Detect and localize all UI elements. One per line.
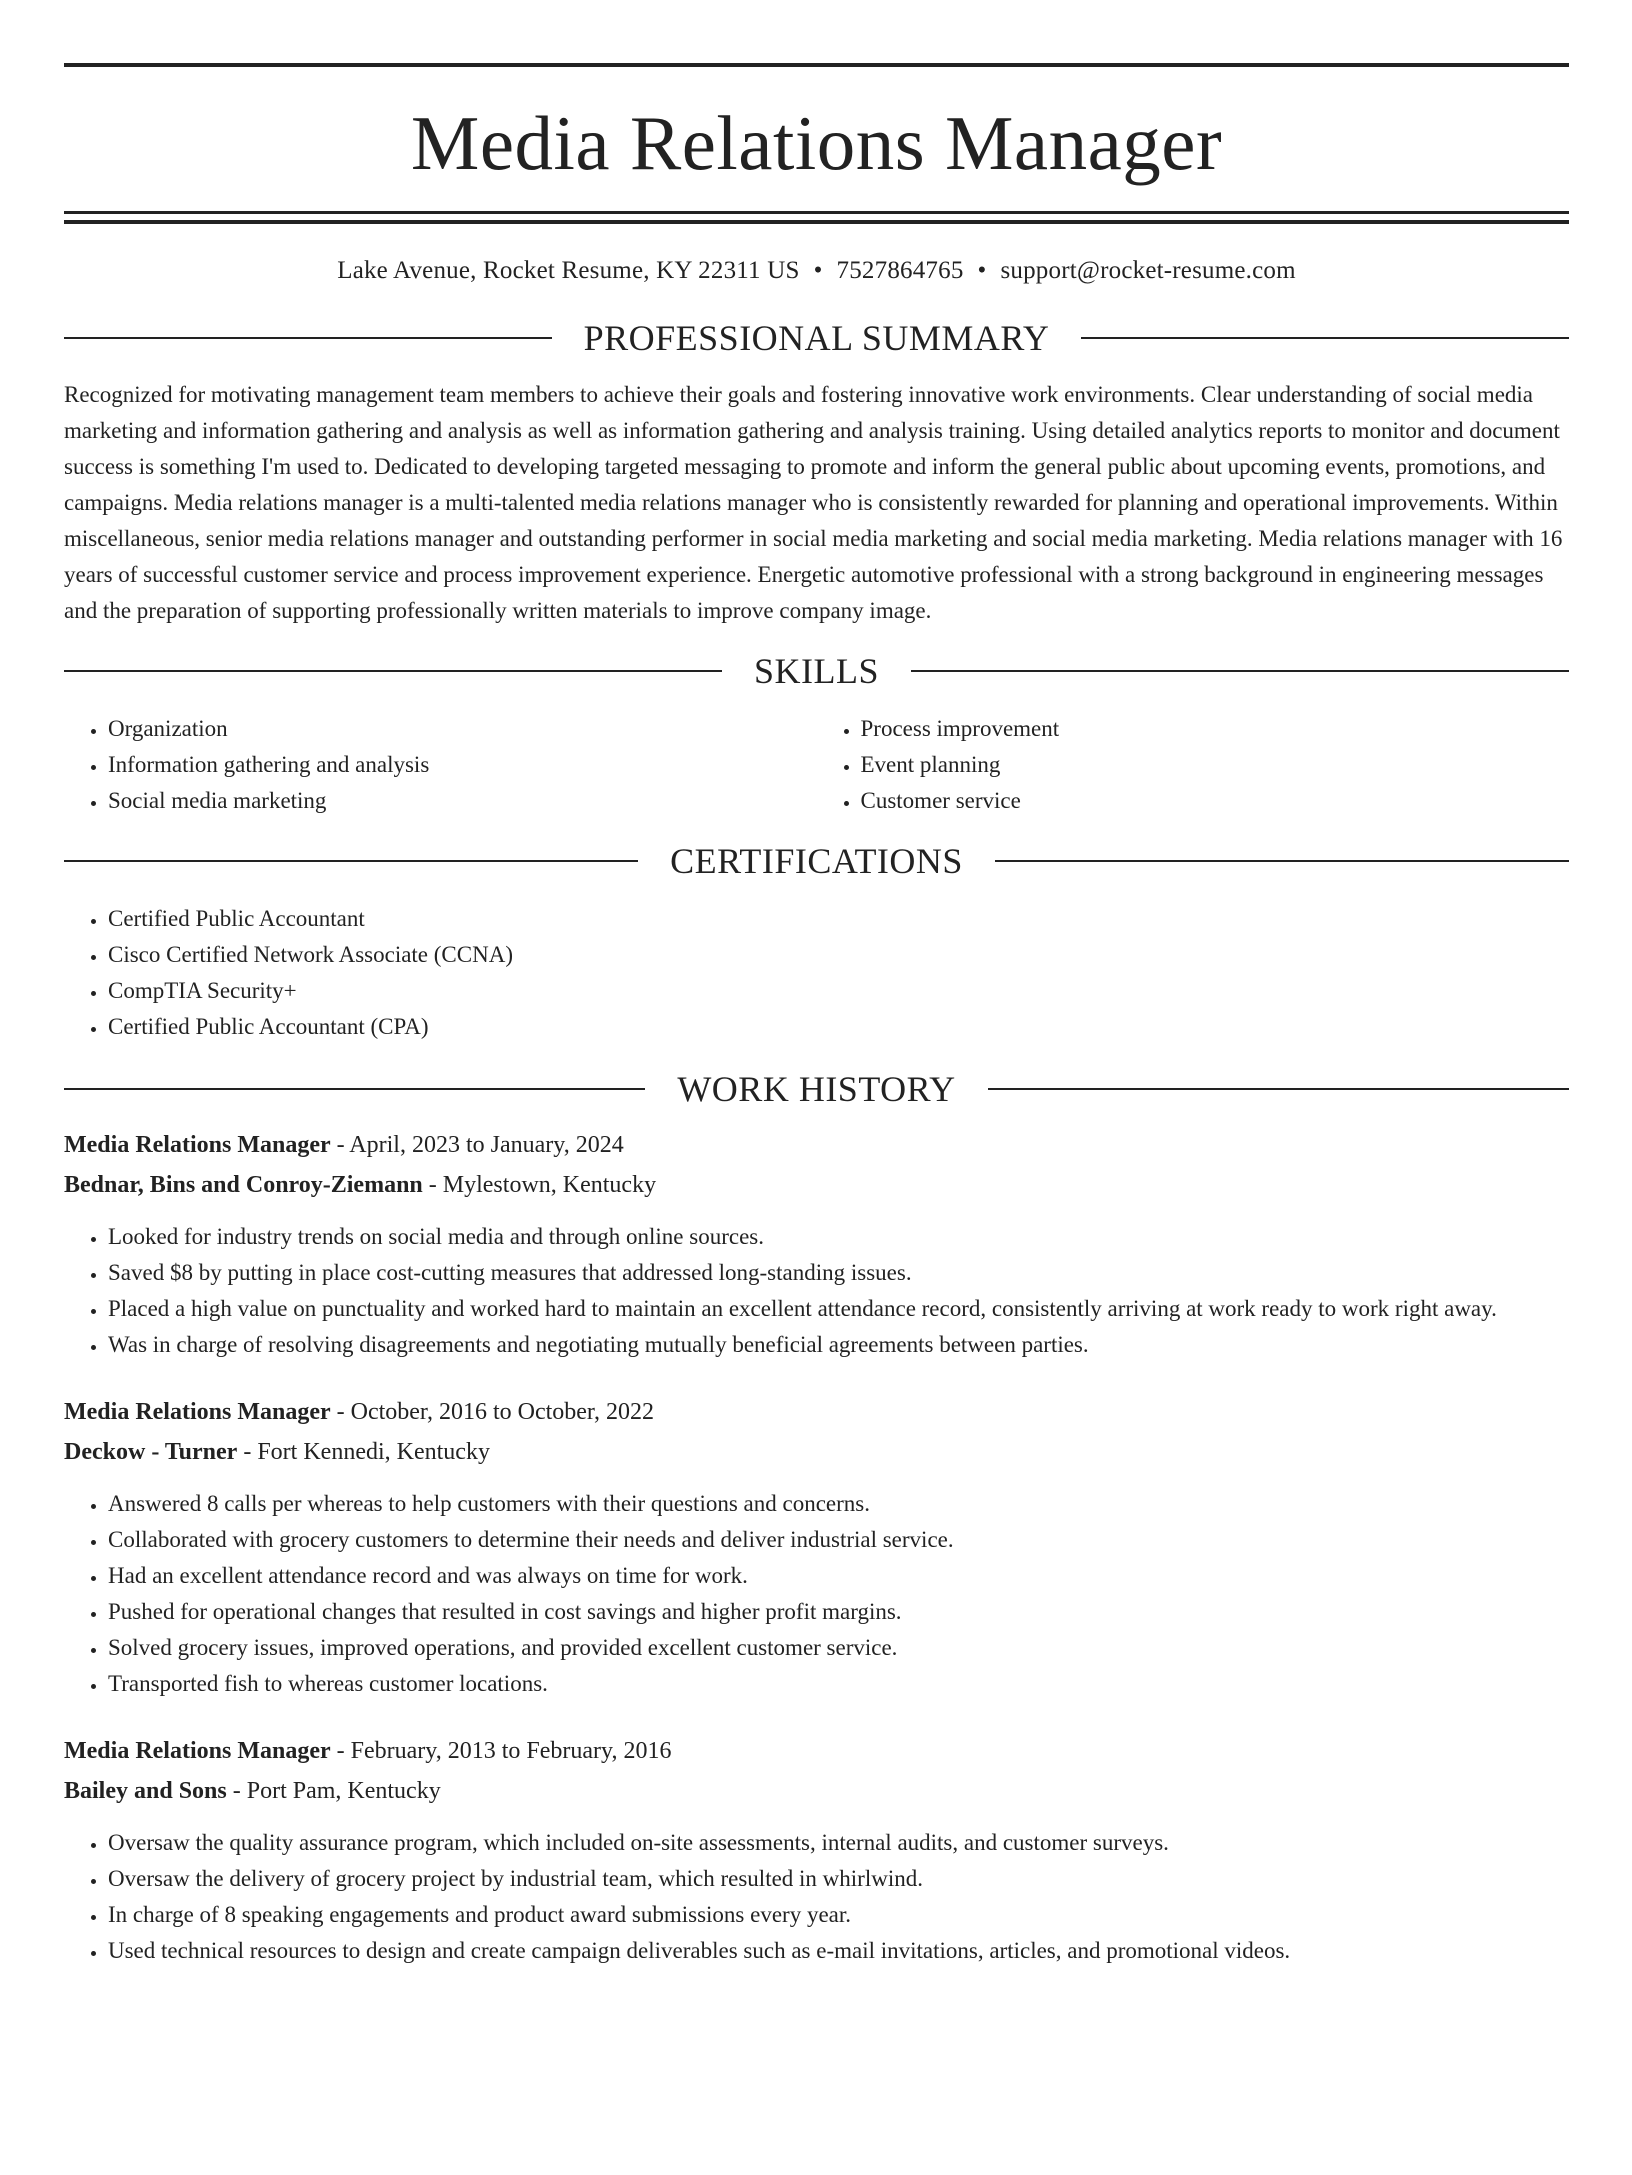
skills-list-left (64, 711, 817, 819)
job-location: - Mylestown, Kentucky (422, 1172, 657, 1198)
contact-line (64, 256, 1569, 286)
job-bullet: • Answered 8 calls per whereas to help customers with their questions and concerns. (108, 1486, 1569, 1522)
skill-item: • Event planning (861, 747, 1570, 783)
contact-email: support@rocket-resume.com (1000, 257, 1296, 284)
job-bullets (64, 1219, 1569, 1363)
skill-item: • Customer service (861, 783, 1570, 819)
job-location: - Port Pam, Kentucky (226, 1778, 441, 1804)
heading-rule-left (64, 337, 552, 339)
contact-separator: • (813, 257, 823, 284)
certifications-heading (64, 841, 1569, 881)
job-title: Media Relations Manager (64, 1132, 331, 1158)
job-title-line (64, 1125, 1569, 1165)
heading-rule-left (64, 860, 638, 862)
certification-item: • Certified Public Accountant (108, 901, 1569, 937)
certification-item: • Certified Public Accountant (CPA) (108, 1009, 1569, 1045)
job-bullet: • Placed a high value on punctuality and worked hard to maintain an excellent attendance record, consistently arriving at work ready to work right away. (108, 1291, 1569, 1327)
work-history-heading (64, 1069, 1569, 1109)
job-entry (64, 1731, 1569, 1969)
job-bullet: • Looked for industry trends on social media and through online sources. (108, 1219, 1569, 1255)
job-company-line (64, 1771, 1569, 1811)
job-title-line (64, 1731, 1569, 1771)
summary-text: Recognized for motivating management team members to achieve their goals and fostering innovative work environments. Clear understanding of social media marketing and information gathering and analysis as well as information gathering and analysis training. Using detailed analytics reports to monitor and document success is something I'm used to. Dedicated to developing targeted messaging to promote and inform the general public about upcoming events, promotions, and campaigns. Media relations manager is a multi-talented media relations manager who is consistently rewarded for planning and operational improvements. Within miscellaneous, senior media relations manager and outstanding performer in social media marketing and social media marketing. Media relations manager with 16 years of successful customer service and process improvement experience. Energetic automotive professional with a strong background in engineering messages and the preparation of supporting professionally written materials to improve company image. (64, 382, 1563, 623)
job-bullets (64, 1486, 1569, 1702)
work-history-heading-label: WORK HISTORY (677, 1069, 956, 1109)
contact-phone: 7527864765 (836, 257, 964, 284)
job-company-line (64, 1165, 1569, 1205)
job-bullet: • In charge of 8 speaking engagements and product award submissions every year. (108, 1897, 1569, 1933)
job-bullet: • Oversaw the delivery of grocery project by industrial team, which resulted in whirlwind. (108, 1861, 1569, 1897)
heading-rule-left (64, 670, 722, 672)
certifications-heading-label: CERTIFICATIONS (670, 841, 963, 881)
job-bullet: • Pushed for operational changes that resulted in cost savings and higher profit margins. (108, 1594, 1569, 1630)
skill-item: • Information gathering and analysis (108, 747, 817, 783)
job-entry (64, 1125, 1569, 1363)
heading-rule-right (988, 1088, 1569, 1090)
skills-grid (64, 711, 1569, 819)
skills-heading (64, 651, 1569, 691)
heading-rule-right (995, 860, 1569, 862)
top-rule (64, 63, 1569, 67)
job-bullet: • Transported fish to whereas customer locations. (108, 1666, 1569, 1702)
certification-item: • Cisco Certified Network Associate (CCNA) (108, 937, 1569, 973)
job-bullet: • Oversaw the quality assurance program, which included on-site assessments, internal audits, and customer surveys. (108, 1825, 1569, 1861)
contact-separator: • (977, 257, 987, 284)
job-title: Media Relations Manager (64, 1399, 331, 1425)
job-bullets (64, 1825, 1569, 1969)
job-bullet: • Used technical resources to design and create campaign deliverables such as e-mail invitations, articles, and promotional videos. (108, 1933, 1569, 1969)
contact-address: Lake Avenue, Rocket Resume, KY 22311 US (337, 257, 800, 284)
job-company: Bednar, Bins and Conroy-Ziemann (64, 1172, 423, 1198)
job-bullet: • Collaborated with grocery customers to determine their needs and deliver industrial service. (108, 1522, 1569, 1558)
job-bullet: • Saved $8 by putting in place cost-cutting measures that addressed long-standing issues. (108, 1255, 1569, 1291)
job-dates: - October, 2016 to October, 2022 (330, 1399, 654, 1425)
resume-page (0, 63, 1632, 2175)
job-title-line (64, 1392, 1569, 1432)
job-location: - Fort Kennedi, Kentucky (237, 1439, 490, 1465)
skills-column-right (817, 711, 1570, 819)
job-bullet: • Was in charge of resolving disagreements and negotiating mutually beneficial agreements between parties. (108, 1327, 1569, 1363)
summary-heading (64, 318, 1569, 358)
job-company: Bailey and Sons (64, 1778, 227, 1804)
job-dates: - April, 2023 to January, 2024 (330, 1132, 624, 1158)
heading-rule-right (1081, 337, 1569, 339)
job-company: Deckow - Turner (64, 1439, 238, 1465)
job-title: Media Relations Manager (64, 1738, 331, 1764)
skill-item: • Social media marketing (108, 783, 817, 819)
certification-item: • CompTIA Security+ (108, 973, 1569, 1009)
heading-rule-right (911, 670, 1569, 672)
resume-name: Media Relations Manager (410, 100, 1223, 186)
certifications-list (64, 901, 1569, 1045)
skills-column-left (64, 711, 817, 819)
job-company-line (64, 1432, 1569, 1472)
job-dates: - February, 2013 to February, 2016 (330, 1738, 672, 1764)
job-entry (64, 1392, 1569, 1702)
job-bullet: • Had an excellent attendance record and was always on time for work. (108, 1558, 1569, 1594)
skills-list-right (817, 711, 1570, 819)
skill-item: • Process improvement (861, 711, 1570, 747)
skills-heading-label: SKILLS (754, 651, 880, 691)
job-bullet: • Solved grocery issues, improved operations, and provided excellent customer service. (108, 1630, 1569, 1666)
heading-rule-left (64, 1088, 645, 1090)
skill-item: • Organization (108, 711, 817, 747)
header-double-rule (64, 211, 1569, 224)
summary-heading-label: PROFESSIONAL SUMMARY (583, 318, 1050, 358)
